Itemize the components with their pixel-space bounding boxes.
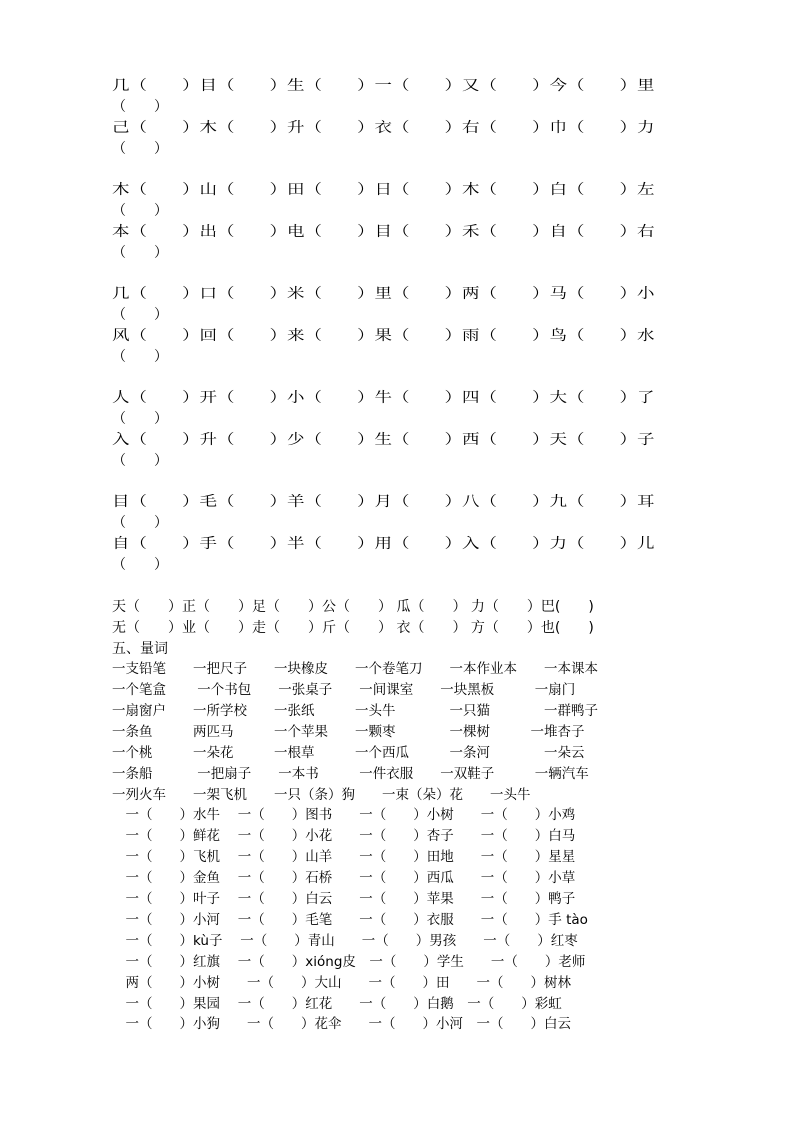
fill-row-tail: （ ）	[112, 411, 168, 427]
fill-row: 风（ ）回（ ）来（ ）果（ ）雨（ ）鸟（ ）水	[112, 328, 655, 344]
fill-row: 几（ ）目（ ）生（ ）一（ ）又（ ）今（ ）里	[112, 78, 655, 94]
section-title: 五、量词	[112, 641, 168, 657]
fill-row: 人（ ）开（ ）小（ ）牛（ ）四（ ）大（ ）了	[112, 390, 655, 406]
blank-row: 一（ ）果园 一（ ）红花 一（ ）白鹅 一（ ）彩虹	[112, 996, 562, 1012]
example-row: 一列火车 一架飞机 一只（条）狗 一束（朵）花 一头牛	[112, 787, 531, 803]
blank-row: 两（ ）小树 一（ ）大山 一（ ）田 一（ ）树林	[112, 975, 571, 991]
blank-row: 一（ ）小河 一（ ）毛笔 一（ ）衣服 一（ ）手 tào	[112, 912, 588, 928]
example-row: 一个笔盒 一个书包 一张桌子 一间课室 一块黑板 一扇门	[112, 682, 576, 698]
example-row: 一支铅笔 一把尺子 一块橡皮 一个卷笔刀 一本作业本 一本课本	[112, 661, 598, 677]
example-row: 一扇窗户 一所学校 一张纸 一头牛 一只猫 一群鸭子	[112, 703, 598, 719]
pair-row: 无（ ）业（ ）走（ ）斤（ ） 衣（ ） 方（ ）也( )	[112, 620, 594, 636]
fill-row: 几（ ）口（ ）米（ ）里（ ）两（ ）马（ ）小	[112, 286, 655, 302]
blank-row: 一（ ）kù子 一（ ）青山 一（ ）男孩 一（ ）红枣	[112, 933, 578, 949]
blank-row: 一（ ）红旗 一（ ）xióng皮 一（ ）学生 一（ ）老师	[112, 954, 586, 970]
fill-row: 入（ ）升（ ）少（ ）生（ ）西（ ）天（ ）子	[112, 432, 655, 448]
fill-row-tail: （ ）	[112, 99, 168, 115]
blank-row: 一（ ）小狗 一（ ）花伞 一（ ）小河 一（ ）白云	[112, 1016, 571, 1032]
blank-row: 一（ ）水牛 一（ ）图书 一（ ）小树 一（ ）小鸡	[112, 807, 576, 823]
fill-row-tail: （ ）	[112, 515, 168, 531]
fill-row: 己（ ）木（ ）升（ ）衣（ ）右（ ）巾（ ）力	[112, 120, 655, 136]
fill-row: 目（ ）毛（ ）羊（ ）月（ ）八（ ）九（ ）耳	[112, 494, 655, 510]
fill-row-tail: （ ）	[112, 557, 168, 573]
fill-row: 木（ ）山（ ）田（ ）日（ ）木（ ）白（ ）左	[112, 182, 655, 198]
blank-row: 一（ ）金鱼 一（ ）石桥 一（ ）西瓜 一（ ）小草	[112, 870, 576, 886]
fill-row-tail: （ ）	[112, 453, 168, 469]
fill-row-tail: （ ）	[112, 307, 168, 323]
example-row: 一条船 一把扇子 一本书 一件衣服 一双鞋子 一辆汽车	[112, 766, 589, 782]
blank-row: 一（ ）鲜花 一（ ）小花 一（ ）杏子 一（ ）白马	[112, 828, 576, 844]
blank-row: 一（ ）飞机 一（ ）山羊 一（ ）田地 一（ ）星星	[112, 849, 576, 865]
fill-row-tail: （ ）	[112, 203, 168, 219]
fill-row-tail: （ ）	[112, 141, 168, 157]
pair-row: 天（ ）正（ ）足（ ）公（ ） 瓜（ ） 力（ ）巴( )	[112, 599, 594, 615]
example-row: 一条鱼 两匹马 一个苹果 一颗枣 一棵树 一堆杏子	[112, 724, 585, 740]
example-row: 一个桃 一朵花 一根草 一个西瓜 一条河 一朵云	[112, 745, 585, 761]
fill-row: 本（ ）出（ ）电（ ）目（ ）禾（ ）自（ ）右	[112, 224, 655, 240]
blank-row: 一（ ）叶子 一（ ）白云 一（ ）苹果 一（ ）鸭子	[112, 891, 576, 907]
fill-row: 自（ ）手（ ）半（ ）用（ ）入（ ）力（ ）儿	[112, 536, 655, 552]
fill-row-tail: （ ）	[112, 349, 168, 365]
fill-row-tail: （ ）	[112, 245, 168, 261]
